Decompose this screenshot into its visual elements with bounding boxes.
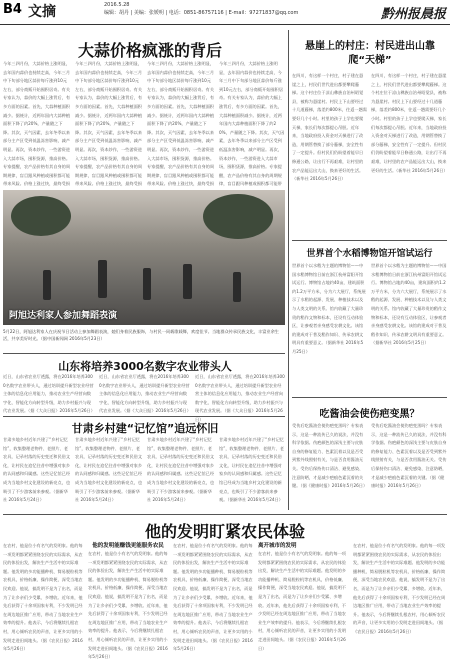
village-headline: 悬崖上的村庄：村民进出山靠爬“天梯” — [305, 41, 435, 66]
shandong-body-col2: 近日，山东省农业厅透露，将在2016年培养3000名数字农业带头人，通过培训提升新型农业经营主体的信息化应用能力，推动农业生产经营向数字化、智能化方向转型升级，助力乡村振兴与现代农业发展。（据《大众日报》2016年5月26日） — [99, 374, 191, 414]
sauce-body-col2: 受伤后吃酱油会使伤疤变黑吗？专家表示，这是一种流传已久的说法，并没有科学依据。伤疤颜色的深浅主要与皮肤自身的修复能力、色素沉着以及是否受到紫外线照射有关，与是否食用酱油无关。受伤后保持伤口清洁、避免感染、注意防晒，才是减少疤痕色素沉着的关键。（据《健康时报》2016年5月26日） — [371, 423, 447, 489]
page-header — [0, 0, 450, 25]
divider — [292, 397, 447, 398]
garlic-headline: 大蒜价格疯涨的背后 — [77, 41, 222, 60]
museum-headline: 世界首个水稻博物馆开馆试运行 — [306, 249, 433, 259]
farmer-sidebar-title: 他的发明能赚钱更能服务农民 — [92, 543, 164, 549]
editor-line: 编辑：胡丹 | 美编：张媛明 | 电话：0851-86757116 | E-mail：97271837@qq.com — [104, 10, 299, 16]
column-divider — [288, 30, 289, 510]
farmer-headline: 他的发明盯紧农民体验 — [144, 522, 305, 541]
newspaper-logo: 黔州报晨报 — [380, 7, 446, 22]
gansu-body-col1: 甘肃多地乡村近年兴建了“乡村记忆馆”，收集整理老物件、老照片、老农具，记录村落的历史变迁和民俗文化，让村民在追忆往昔中增强对家乡的认同感和归属感。这些记忆馆已经成为当地乡村文化建设的新亮点，也吸引了不少游客前来参观。（据新华社 2016年5月24日） — [3, 437, 71, 503]
sauce-headline: 吃酱油会使伤疤变黑？ — [319, 409, 420, 420]
village-body-col2: 在四川，有这样一个村庄，村子建在悬崖之上，村民们世代进出都要攀爬藤梯。这个村庄位于凉山彝族自治州昭觉县，被称为悬崖村。村民上下山要经过十几道藤梯，落差约800米，往返一趟需要好几个小时。村里的孩子上学也要爬天梯，家长们每次都提心吊胆。近年来，当地政府投入资金对天梯进行了改造，用钢管替换了部分藤梯，安全性有了一定提升。但村民们仍盼望着能早日修通公路，让出行不再艰难，让村里的农产品能运出大山，换来更好的生活。（新华社 2016年5月26日） — [371, 73, 448, 173]
gansu-body-col3: 甘肃多地乡村近年兴建了“乡村记忆馆”，收集整理老物件、老照片、老农具，记录村落的历史变迁和民俗文化，让村民在追忆往昔中增强对家乡的认同感和归属感。这些记忆馆已经成为当地乡村文化建设的新亮点，也吸引了不少游客前来参观。（据新华社 2016年5月24日） — [147, 437, 215, 503]
gansu-headline: 甘肃乡村建“记忆馆”追远怀旧 — [71, 422, 219, 435]
photo-caption: 5月22日，阿旭达利家人在庆祝节日活动上参加舞蹈表演，她们身着民族服饰，与村民一同载歌载舞，欢度佳节。当地群众传承民族文化，丰富业余生活，共享美好时光。（据中国新闻网 2016年5月23日） — [3, 329, 279, 341]
farmer-body-col4: 在农村，他是位小有名气的发明家。他的每一项发明都紧紧围绕农民的实际需求，从农民的体验出发，解决生产生活中的实际难题。他发明的多功能播种机、简易脱粒机等农机具，价格低廉、操作简便，深受当地农民欢迎。他说，搞发明不是为了出名，而是为了让乡亲们少受累、多增收。近年来，他先后获得了十余项国家专利，不少发明已经在周边地区推广应用，带动了当地农业生产效率的提升。他表示，今后将继续扎根农村，用心倾听农民的声音，让更多实用的小发明走进田间地头。（据《农民日报》2016年5月26日） — [258, 551, 346, 651]
divider — [292, 240, 447, 241]
farmer-body-col1: 在农村，他是位小有名气的发明家。他的每一项发明都紧紧围绕农民的实际需求，从农民的体验出发，解决生产生活中的实际难题。他发明的多功能播种机、简易脱粒机等农机具，价格低廉、操作简便，深受当地农民欢迎。他说，搞发明不是为了出名，而是为了让乡亲们少受累、多增收。近年来，他先后获得了十余项国家专利，不少发明已经在周边地区推广应用，带动了当地农业生产效率的提升。他表示，今后将继续扎根农村，用心倾听农民的声音，让更多实用的小发明走进田间地头。（据《农民日报》2016年5月26日） — [3, 543, 83, 652]
garlic-body-col3: 今年三四月份，大蒜价格上涨明显，去年国内蒜价也持续走高，今年三月中下旬部分地区蒜价每斤涨到10元左右，部分商贩开始囤积居奇。有关专家认为，蒜价的大幅上涨背后，有多方面的因素。首先，大蒜种植面积减少。据统计，近两年国内大蒜种植面积下降了约20%，产量随之下降。其次，天气因素，去年冬季以来部分主产区受到低温冻害影响，减产明显。再次，资本炒作，一些游资进入大蒜市场，囤积货源，推高价格。专家提醒，农产品价格有其自身的周期规律，盲目跟风种植或囤积都可能带来风险。价格上涨过快，最终受损 — [147, 61, 215, 187]
gansu-body-col4: 甘肃多地乡村近年兴建了“乡村记忆馆”，收集整理老物件、老照片、老农具，记录村落的历史变迁和民俗文化，让村民在追忆往昔中增强对家乡的认同感和归属感。这些记忆馆已经成为当地乡村文化建设的新亮点，也吸引了不少游客前来参观。（据新华社 2016年5月24日） — [219, 437, 284, 503]
photo-overlay-caption: 阿旭达利家人参加舞蹈表演 — [9, 311, 118, 321]
farmer-subsection — [258, 542, 348, 651]
farmer-body-col3: 在农村，他是位小有名气的发明家。他的每一项发明都紧紧围绕农民的实际需求，从农民的体验出发，解决生产生活中的实际难题。他发明的多功能播种机、简易脱粒机等农机具，价格低廉、操作简便，深受当地农民欢迎。他说，搞发明不是为了出名，而是为了让乡亲们少受累、多增收。近年来，他先后获得了十余项国家专利，不少发明已经在周边地区推广应用，带动了当地农业生产效率的提升。他表示，今后将继续扎根农村，用心倾听农民的声音，让更多实用的小发明走进田间地头。（据《农民日报》2016年5月26日） — [173, 543, 253, 652]
village-body-col1: 在四川，有这样一个村庄，村子建在悬崖之上，村民们世代进出都要攀爬藤梯。这个村庄位于凉山彝族自治州昭觉县，被称为悬崖村。村民上下山要经过十几道藤梯，落差约800米，往返一趟需要好几个小时。村里的孩子上学也要爬天梯，家长们每次都提心吊胆。近年来，当地政府投入资金对天梯进行了改造，用钢管替换了部分藤梯，安全性有了一定提升。但村民们仍盼望着能早日修通公路，让出行不再艰难，让村里的农产品能运出大山，换来更好的生活。（新华社 2016年5月26日） — [292, 73, 367, 182]
issue-date: 2016.5.28 — [104, 2, 130, 8]
divider — [3, 416, 285, 417]
divider — [3, 353, 285, 354]
farmer-sidebar — [88, 542, 168, 660]
farmer-sidebar-body: 在农村，他是位小有名气的发明家。他的每一项发明都紧紧围绕农民的实际需求，从农民的体验出发，解决生产生活中的实际难题。他发明的多功能播种机、简易脱粒机等农机具，价格低廉、操作简便，深受当地农民欢迎。他说，搞发明不是为了出名，而是为了让乡亲们少受累、多增收。近年来，他先后获得了十余项国家专利，不少发明已经在周边地区推广应用，带动了当地农业生产效率的提升。他表示，今后将继续扎根农村，用心倾听农民的声音，让更多实用的小发明走进田间地头。（据《农民日报》2016年5月26日） — [88, 551, 168, 660]
performance-photo — [3, 190, 285, 325]
garlic-body-col4: 今年三四月份，大蒜价格上涨明显，去年国内蒜价也持续走高，今年三月中下旬部分地区蒜价每斤涨到10元左右，部分商贩开始囤积居奇。有关专家认为，蒜价的大幅上涨背后，有多方面的因素。首先，大蒜种植面积减少。据统计，近两年国内大蒜种植面积下降了约20%，产量随之下降。其次，天气因素，去年冬季以来部分主产区受到低温冻害影响，减产明显。再次，资本炒作，一些游资进入大蒜市场，囤积货源，推高价格。专家提醒，农产品价格有其自身的周期规律，盲目跟风种植或囤积都可能带 — [219, 61, 285, 187]
museum-body-col2: 世界首个以水稻为主题的博物馆——中国水稻博物馆日前在浙江杭州富阳开馆试运行。博物馆占地约40亩，建筑面积约1.2万平方米，分为六大展厅，系统展示了水稻的起源、发展、种植技术以及与人类文明的关系。馆内收藏了大量珍贵的稻作文物和标本，还设有互动体验区，让参观者亲身感受农耕文化。该馆的建成对于普及稻作知识、传承农耕文明具有重要意义。（据新华社 2016年5月25日） — [371, 263, 447, 346]
shandong-body-col3: 近日，山东省农业厅透露，将在2016年培养3000名数字农业带头人，通过培训提升新型农业经营主体的信息化应用能力，推动农业生产经营向数字化、智能化方向转型升级，助力乡村振兴与现代农业发展。（据《大众日报》2016年5月26日） — [195, 374, 285, 422]
shandong-headline: 山东将培养3000名数字农业带头人 — [58, 360, 232, 373]
garlic-body-col1: 今年三四月份，大蒜价格上涨明显，去年国内蒜价也持续走高，今年三月中下旬部分地区蒜价每斤涨到10元左右，部分商贩开始囤积居奇。有关专家认为，蒜价的大幅上涨背后，有多方面的因素。首先，大蒜种植面积减少。据统计，近两年国内大蒜种植面积下降了约20%，产量随之下降。其次，天气因素，去年冬季以来部分主产区受到低温冻害影响，减产明显。再次，资本炒作，一些游资进入大蒜市场，囤积货源，推高价格。专家提醒，农产品价格有其自身的周期规律，盲目跟风种植或囤积都可能带来风险。价格上涨过快，最终受损 — [3, 61, 71, 187]
gansu-body-col2: 甘肃多地乡村近年兴建了“乡村记忆馆”，收集整理老物件、老照片、老农具，记录村落的历史变迁和民俗文化，让村民在追忆往昔中增强对家乡的认同感和归属感。这些记忆馆已经成为当地乡村文化建设的新亮点，也吸引了不少游客前来参观。（据新华社 2016年5月24日） — [75, 437, 143, 503]
farmer-body-col5: 在农村，他是位小有名气的发明家。他的每一项发明都紧紧围绕农民的实际需求，从农民的体验出发，解决生产生活中的实际难题。他发明的多功能播种机、简易脱粒机等农机具，价格低廉、操作简便，深受当地农民欢迎。他说，搞发明不是为了出名，而是为了让乡亲们少受累、多增收。近年来，他先后获得了十余项国家专利，不少发明已经在周边地区推广应用，带动了当地农业生产效率的提升。他表示，今后将继续扎根农村，用心倾听农民的声音，让更多实用的小发明走进田间地头。（据《农民日报》2016年5月26日） — [353, 543, 446, 634]
shandong-body-col1: 近日，山东省农业厅透露，将在2016年培养3000名数字农业带头人，通过培训提升新型农业经营主体的信息化应用能力，推动农业生产经营向数字化、智能化方向转型升级，助力乡村振兴与现代农业发展。（据《大众日报》2016年5月26日） — [3, 374, 95, 414]
sauce-body-col1: 受伤后吃酱油会使伤疤变黑吗？专家表示，这是一种流传已久的说法，并没有科学依据。伤疤颜色的深浅主要与皮肤自身的修复能力、色素沉着以及是否受到紫外线照射有关，与是否食用酱油无关。受伤后保持伤口清洁、避免感染、注意防晒，才是减少疤痕色素沉着的关键。（据《健康时报》2016年5月26日） — [292, 423, 368, 489]
museum-body-col1: 世界首个以水稻为主题的博物馆——中国水稻博物馆日前在浙江杭州富阳开馆试运行。博物馆占地约40亩，建筑面积约1.2万平方米，分为六大展厅，系统展示了水稻的起源、发展、种植技术以及与人类文明的关系。馆内收藏了大量珍贵的稻作文物和标本，还设有互动体验区，让参观者亲身感受农耕文化。该馆的建成对于普及稻作知识、传承农耕文明具有重要意义。（据新华社 2016年5月25日） — [292, 263, 366, 354]
divider — [3, 514, 447, 515]
farmer-subtitle: 离开城市的发明 — [258, 543, 297, 549]
garlic-body-col2: 今年三四月份，大蒜价格上涨明显，去年国内蒜价也持续走高，今年三月中下旬部分地区蒜价每斤涨到10元左右，部分商贩开始囤积居奇。有关专家认为，蒜价的大幅上涨背后，有多方面的因素。首先，大蒜种植面积减少。据统计，近两年国内大蒜种植面积下降了约20%，产量随之下降。其次，天气因素，去年冬季以来部分主产区受到低温冻害影响，减产明显。再次，资本炒作，一些游资进入大蒜市场，囤积货源，推高价格。专家提醒，农产品价格有其自身的周期规律，盲目跟风种植或囤积都可能带来风险。价格上涨过快，最终受损 — [75, 61, 143, 187]
page-number: B4 — [3, 2, 22, 17]
section-title: 文摘 — [28, 4, 56, 20]
